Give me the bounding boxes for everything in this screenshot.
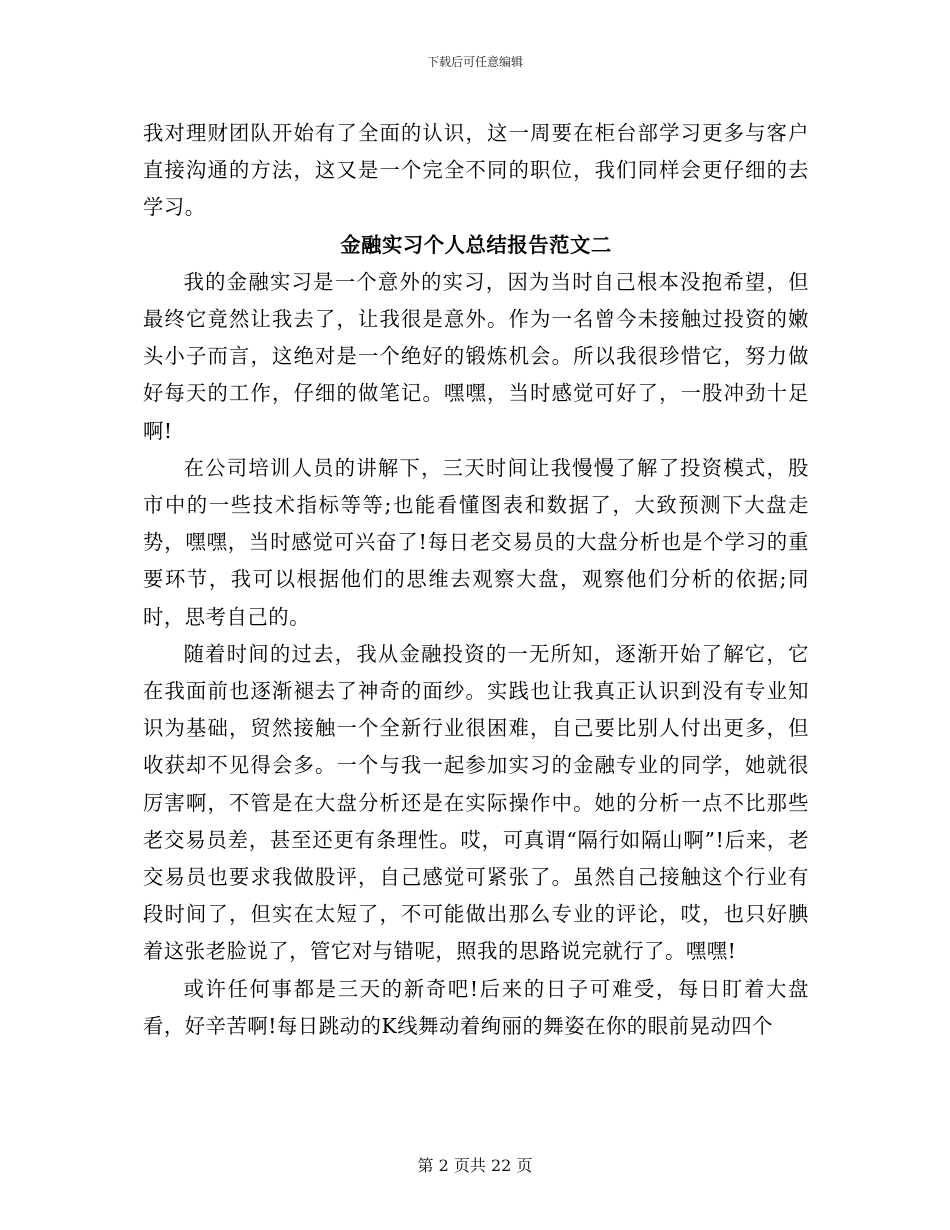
body-paragraph-4: 或许任何事都是三天的新奇吧!后来的日子可难受，每日盯着大盘看，好辛苦啊!每日跳动的K线舞动着绚丽的舞姿在你的眼前晃动四个 — [143, 976, 809, 1038]
page-footer: 第 2 页共 22 页 — [417, 1156, 533, 1175]
body-paragraph-1: 我的金融实习是一个意外的实习，因为当时自己根本没抱希望，但最终它竟然让我去了，让我很是意外。作为一名曾今未接触过投资的嫩头小子而言，这绝对是一个绝好的锻炼机会。所以我很珍惜它，努力做好每天的工作，仔细的做笔记。嘿嘿，当时感觉可好了，一股冲劲十足啊! — [143, 269, 809, 443]
page-header: 下载后可任意编辑 — [426, 55, 523, 69]
document-body — [143, 115, 809, 1045]
section-title: 金融实习个人总结报告范文二 — [340, 232, 612, 257]
body-paragraph-3: 随着时间的过去，我从金融投资的一无所知，逐渐开始了解它，它在我面前也逐渐褪去了神奇的面纱。实践也让我真正认识到没有专业知识为基础，贸然接触一个全新行业很困难，自己要比别人付出更多，但收获却不见得会多。一个与我一起参加实习的金融专业的同学，她就很厉害啊，不管是在大盘分析还是在实际操作中。她的分析一点不比那些老交易员差，甚至还更有条理性。哎，可真谓“隔行如隔山啊”!后来，老交易员也要求我做股评，自己感觉可紧张了。虽然自己接触这个行业有段时间了，但实在太短了，不可能做出那么专业的评论，哎，也只好腆着这张老脸说了，管它对与错呢，照我的思路说完就行了。嘿嘿! — [143, 641, 809, 964]
body-paragraph-2: 在公司培训人员的讲解下，三天时间让我慢慢了解了投资模式，股市中的一些技术指标等等;也能看懂图表和数据了，大致预测下大盘走势，嘿嘿，当时感觉可兴奋了!每日老交易员的大盘分析也是个学习的重要环节，我可以根据他们的思维去观察大盘，观察他们分析的依据;同时，思考自己的。 — [143, 455, 809, 629]
intro-paragraph: 我对理财团队开始有了全面的认识，这一周要在柜台部学习更多与客户直接沟通的方法，这又是一个完全不同的职位，我们同样会更仔细的去学习。 — [143, 121, 809, 220]
